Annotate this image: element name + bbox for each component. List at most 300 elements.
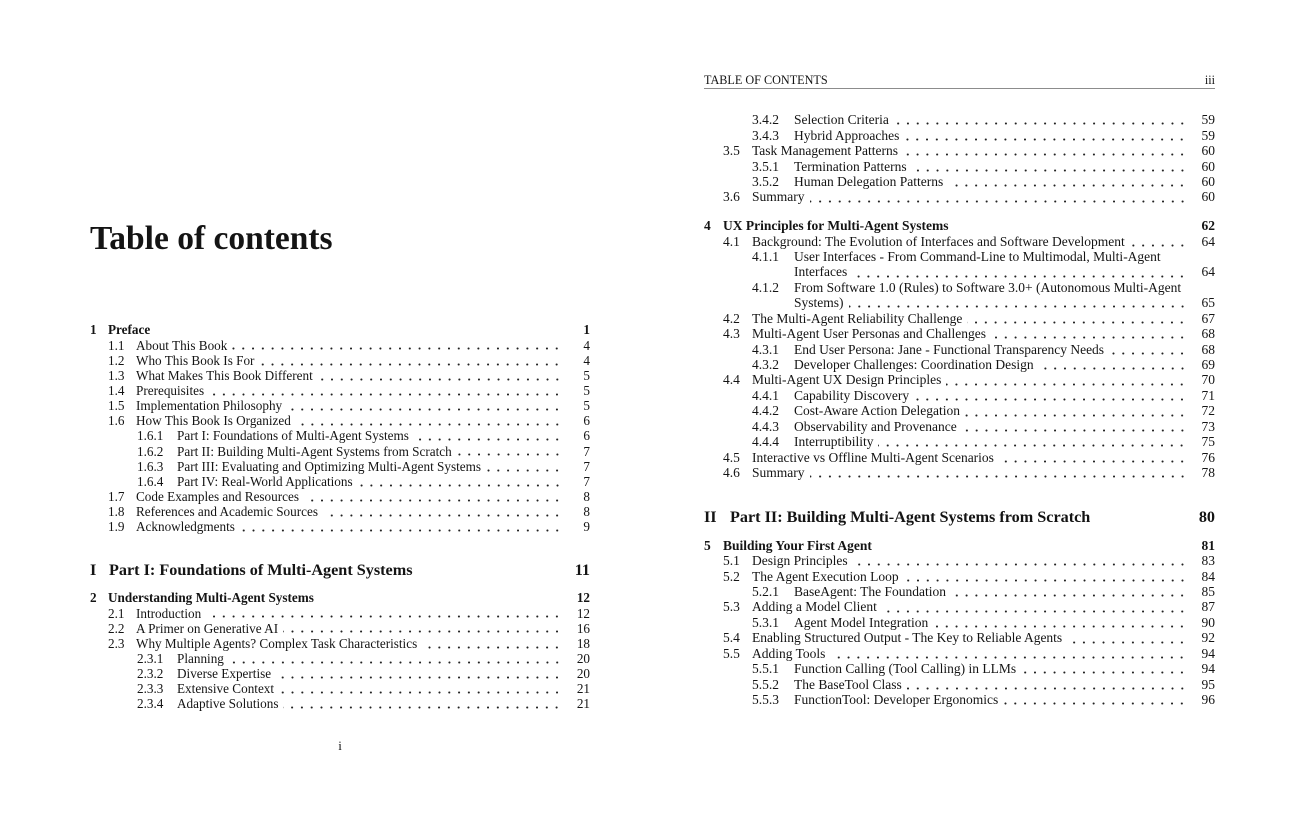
dot-leader xyxy=(1130,234,1187,249)
toc-heading: Table of contents xyxy=(90,220,333,257)
entry-page-number: 5 xyxy=(583,398,590,414)
dot-leader xyxy=(914,388,1187,403)
toc-entry-line xyxy=(90,459,590,474)
entry-number: 5.2.1 xyxy=(752,584,779,600)
toc-entry-line xyxy=(90,651,590,666)
toc-section-entry[interactable] xyxy=(704,311,1215,326)
entry-number: 5 xyxy=(704,537,711,553)
entry-title: Interfaces xyxy=(794,264,848,280)
entry-number: 5.5 xyxy=(723,645,740,661)
entry-page-number: 90 xyxy=(1201,614,1215,630)
toc-subsection-entry[interactable] xyxy=(704,661,1215,676)
toc-section-entry[interactable] xyxy=(704,234,1215,249)
entry-number: 4.4.4 xyxy=(752,434,779,450)
entry-title: Implementation Philosophy xyxy=(136,398,283,414)
entry-title: The BaseTool Class xyxy=(794,676,902,692)
toc-entry-line xyxy=(90,621,590,636)
entry-number: 4.3 xyxy=(723,326,740,342)
entry-number: 3.4.3 xyxy=(752,127,779,143)
entry-number: 3.4.2 xyxy=(752,112,779,128)
entry-title: BaseAgent: The Foundation xyxy=(794,584,946,600)
entry-title: UX Principles for Multi-Agent Systems xyxy=(723,218,949,234)
dot-leader xyxy=(1003,692,1187,707)
toc-list-right xyxy=(704,112,1215,707)
entry-title: Part II: Building Multi-Agent Systems from Scratch xyxy=(177,443,452,459)
dot-leader xyxy=(852,264,1187,279)
toc-entry-line xyxy=(90,606,590,621)
toc-subsection-entry[interactable] xyxy=(704,159,1215,174)
entry-number: 1.6.1 xyxy=(137,428,164,444)
dot-leader xyxy=(946,372,1187,387)
toc-section-entry[interactable] xyxy=(704,143,1215,158)
toc-entry-line xyxy=(704,159,1215,174)
toc-entry-line xyxy=(90,636,590,651)
entry-title: Why Multiple Agents? Complex Task Characteristics xyxy=(136,635,418,651)
dot-leader xyxy=(967,311,1187,326)
dot-leader xyxy=(206,606,562,621)
toc-entry-line xyxy=(704,311,1215,326)
toc-entry-line xyxy=(90,444,590,459)
toc-entry-line xyxy=(704,234,1215,249)
entry-title: Task Management Patterns xyxy=(752,143,899,159)
entry-title: From Software 1.0 (Rules) to Software 3.0+ (Autonomous Multi-Agent xyxy=(794,279,1182,295)
toc-list-left xyxy=(90,322,590,711)
toc-entry-line xyxy=(704,342,1215,357)
entry-number: 4.4.2 xyxy=(752,403,779,419)
entry-spacer xyxy=(948,218,1187,233)
toc-entry-line xyxy=(90,519,590,534)
dot-leader xyxy=(810,465,1188,480)
entry-number: 4.4.3 xyxy=(752,418,779,434)
entry-page-number: 7 xyxy=(583,458,590,474)
entry-number: 1.3 xyxy=(108,367,125,383)
entry-number: 5.2 xyxy=(723,568,740,584)
entry-page-number: 6 xyxy=(583,428,590,444)
dot-leader xyxy=(830,646,1187,661)
toc-section-entry[interactable] xyxy=(90,353,590,368)
entry-number: 4.1.2 xyxy=(752,279,779,295)
entry-number: 1.9 xyxy=(108,519,125,535)
toc-section-entry[interactable] xyxy=(90,636,590,651)
entry-number: 1.2 xyxy=(108,352,125,368)
dot-leader xyxy=(358,474,562,489)
dot-leader xyxy=(283,696,562,711)
entry-number: 3.6 xyxy=(723,189,740,205)
toc-entry-line xyxy=(704,128,1215,143)
toc-entry-line xyxy=(90,398,590,413)
toc-section-entry[interactable] xyxy=(704,646,1215,661)
toc-entry-line xyxy=(704,450,1215,465)
entry-page-number: 75 xyxy=(1201,434,1215,450)
toc-entry-line xyxy=(90,681,590,696)
entry-title: Observability and Provenance xyxy=(794,418,957,434)
dot-leader xyxy=(276,666,562,681)
entry-number: 1.6 xyxy=(108,413,125,429)
toc-entry-line xyxy=(704,599,1215,614)
toc-subsection-entry[interactable] xyxy=(704,615,1215,630)
toc-chapter-entry[interactable] xyxy=(704,218,1215,233)
toc-subsection-entry[interactable] xyxy=(704,692,1215,707)
entry-number: 5.3.1 xyxy=(752,614,779,630)
entry-number: 2.3 xyxy=(108,635,125,651)
header-rule xyxy=(704,88,1215,89)
toc-subsection-entry[interactable] xyxy=(90,681,590,696)
dot-leader xyxy=(894,112,1187,127)
dot-leader xyxy=(240,519,562,534)
dot-leader xyxy=(904,128,1187,143)
entry-title: Who This Book Is For xyxy=(136,352,255,368)
entry-title: Interactive vs Offline Multi-Agent Scenarios xyxy=(752,449,994,465)
toc-section-entry[interactable] xyxy=(90,504,590,519)
toc-section-entry[interactable] xyxy=(90,413,590,428)
entry-title: A Primer on Generative AI xyxy=(136,620,279,636)
toc-entry-line xyxy=(704,264,1215,279)
entry-page-number: 18 xyxy=(576,635,590,651)
entry-page-number: 96 xyxy=(1201,692,1215,708)
entry-number: 2.3.2 xyxy=(137,666,164,682)
entry-page-number: 11 xyxy=(574,560,590,579)
entry-number: 1 xyxy=(90,322,97,338)
entry-number: 2.3.4 xyxy=(137,696,164,712)
dot-leader xyxy=(1067,630,1187,645)
toc-entry-line xyxy=(90,666,590,681)
toc-section-entry[interactable] xyxy=(704,189,1215,204)
entry-page-number: 60 xyxy=(1201,174,1215,190)
running-head-title: TABLE OF CONTENTS xyxy=(704,73,828,87)
toc-subsection-entry[interactable] xyxy=(704,403,1215,418)
entry-number: 2.3.1 xyxy=(137,650,164,666)
toc-entry-line xyxy=(704,677,1215,692)
toc-subsection-entry[interactable] xyxy=(704,584,1215,599)
toc-section-entry[interactable] xyxy=(704,599,1215,614)
dot-leader xyxy=(1039,357,1187,372)
toc-section-entry[interactable] xyxy=(704,569,1215,584)
toc-entry-line xyxy=(90,489,590,504)
toc-entry-line xyxy=(90,322,590,337)
toc-section-entry[interactable] xyxy=(704,326,1215,341)
entry-number: 1.6.2 xyxy=(137,443,164,459)
toc-entry-line xyxy=(704,280,1215,295)
entry-number: II xyxy=(704,507,717,526)
toc-entry-line xyxy=(90,368,590,383)
toc-part-entry[interactable] xyxy=(90,560,590,580)
dot-leader xyxy=(903,143,1187,158)
entry-page-number: 8 xyxy=(583,504,590,520)
toc-subsection-entry[interactable] xyxy=(90,696,590,711)
toc-section-entry[interactable] xyxy=(704,630,1215,645)
entry-title: The Multi-Agent Reliability Challenge xyxy=(752,310,963,326)
entry-title: Summary xyxy=(752,189,805,205)
entry-title: Part I: Foundations of Multi-Agent Systems xyxy=(109,560,413,579)
toc-subsection-entry[interactable] xyxy=(704,280,1215,311)
dot-leader xyxy=(878,434,1187,449)
toc-entry-line xyxy=(704,218,1215,233)
entry-title: Part IV: Real-World Applications xyxy=(177,473,353,489)
toc-entry-line xyxy=(90,590,590,605)
dot-leader xyxy=(962,419,1187,434)
entry-page-number: 12 xyxy=(576,605,590,621)
entry-number: 4.2 xyxy=(723,310,740,326)
entry-number: 4.1.1 xyxy=(752,248,779,264)
entry-page-number: 20 xyxy=(576,650,590,666)
entry-title: Code Examples and Resources xyxy=(136,488,299,504)
entry-title: Enabling Structured Output - The Key to Reliable Agents xyxy=(752,630,1063,646)
toc-section-entry[interactable] xyxy=(90,338,590,353)
entry-spacer xyxy=(413,560,562,580)
toc-entry-line xyxy=(704,189,1215,204)
entry-page-number: 7 xyxy=(583,473,590,489)
page-folio: iii xyxy=(1204,73,1215,87)
dot-leader xyxy=(287,398,562,413)
dot-leader xyxy=(904,569,1187,584)
toc-subsection-entry[interactable] xyxy=(704,112,1215,127)
toc-section-entry[interactable] xyxy=(704,465,1215,480)
dot-leader xyxy=(232,338,562,353)
entry-page-number: 6 xyxy=(583,413,590,429)
entry-page-number: 64 xyxy=(1201,233,1215,249)
entry-page-number: 83 xyxy=(1201,553,1215,569)
toc-entry-line xyxy=(90,413,590,428)
toc-entry-line xyxy=(704,507,1215,527)
toc-subsection-entry[interactable] xyxy=(704,388,1215,403)
dot-leader xyxy=(1021,661,1187,676)
entry-page-number: 21 xyxy=(576,681,590,697)
entry-title: References and Academic Sources xyxy=(136,504,318,520)
toc-section-entry[interactable] xyxy=(90,606,590,621)
dot-leader xyxy=(229,651,562,666)
entry-title: Prerequisites xyxy=(136,382,205,398)
entry-title: Design Principles xyxy=(752,553,848,569)
dot-leader xyxy=(907,677,1187,692)
entry-page-number: 68 xyxy=(1201,326,1215,342)
entry-spacer xyxy=(314,590,562,605)
dot-leader xyxy=(853,553,1187,568)
entry-number: 2.3.3 xyxy=(137,681,164,697)
entry-number: I xyxy=(90,560,97,579)
entry-title: Function Calling (Tool Calling) in LLMs xyxy=(794,661,1017,677)
entry-page-number: 60 xyxy=(1201,143,1215,159)
page-folio: i xyxy=(338,738,342,753)
toc-subsection-entry[interactable] xyxy=(90,474,590,489)
toc-section-entry[interactable] xyxy=(704,553,1215,568)
entry-number: 4.4.1 xyxy=(752,387,779,403)
entry-number: 3.5.1 xyxy=(752,158,779,174)
toc-section-entry[interactable] xyxy=(704,450,1215,465)
toc-subsection-entry[interactable] xyxy=(704,434,1215,449)
toc-section-entry[interactable] xyxy=(90,383,590,398)
entry-title: Background: The Evolution of Interfaces and Software Development xyxy=(752,233,1125,249)
dot-leader xyxy=(209,383,562,398)
entry-title: Preface xyxy=(108,322,151,338)
entry-page-number: 71 xyxy=(1201,387,1215,403)
entry-number: 2 xyxy=(90,590,97,606)
entry-title: Summary xyxy=(752,465,805,481)
entry-page-number: 65 xyxy=(1201,295,1215,311)
entry-number: 4 xyxy=(704,218,711,234)
dot-leader xyxy=(296,413,562,428)
toc-entry-line xyxy=(90,504,590,519)
dot-leader xyxy=(999,450,1187,465)
toc-entry-line xyxy=(704,630,1215,645)
entry-title: User Interfaces - From Command-Line to Multimodal, Multi-Agent xyxy=(794,248,1161,264)
entry-page-number: 8 xyxy=(583,488,590,504)
entry-number: 1.4 xyxy=(108,382,125,398)
toc-entry-line xyxy=(704,465,1215,480)
entry-page-number: 5 xyxy=(583,367,590,383)
toc-entry-line xyxy=(90,428,590,443)
entry-page-number: 95 xyxy=(1201,676,1215,692)
dot-leader xyxy=(965,403,1187,418)
toc-entry-line xyxy=(704,326,1215,341)
entry-page-number: 69 xyxy=(1201,357,1215,373)
entry-title: Hybrid Approaches xyxy=(794,127,900,143)
toc-entry-line xyxy=(704,584,1215,599)
entry-title: Adaptive Solutions xyxy=(177,696,279,712)
entry-title: Multi-Agent UX Design Principles xyxy=(752,372,942,388)
toc-chapter-entry[interactable] xyxy=(90,322,590,337)
toc-section-entry[interactable] xyxy=(90,489,590,504)
toc-entry-line xyxy=(704,538,1215,553)
dot-leader xyxy=(948,174,1187,189)
entry-title: Termination Patterns xyxy=(794,158,907,174)
entry-page-number: 72 xyxy=(1201,403,1215,419)
toc-entry-line xyxy=(704,295,1215,310)
entry-number: 2.1 xyxy=(108,605,125,621)
entry-page-number: 7 xyxy=(583,443,590,459)
toc-entry-line xyxy=(90,696,590,711)
dot-leader xyxy=(1109,342,1187,357)
entry-page-number: 59 xyxy=(1201,127,1215,143)
entry-title: Cost-Aware Action Delegation xyxy=(794,403,960,419)
entry-spacer xyxy=(1090,507,1187,527)
dot-leader xyxy=(810,189,1188,204)
toc-subsection-entry[interactable] xyxy=(704,128,1215,143)
entry-title: Part I: Foundations of Multi-Agent Systems xyxy=(177,428,409,444)
toc-entry-line xyxy=(704,661,1215,676)
toc-subsection-entry[interactable] xyxy=(90,651,590,666)
entry-number: 4.5 xyxy=(723,449,740,465)
left-page xyxy=(0,0,653,839)
dot-leader xyxy=(991,326,1187,341)
entry-title: Part III: Evaluating and Optimizing Multi-Agent Systems xyxy=(177,458,482,474)
entry-title: Understanding Multi-Agent Systems xyxy=(108,590,314,606)
toc-entry-line xyxy=(704,553,1215,568)
dot-leader xyxy=(912,159,1187,174)
entry-page-number: 81 xyxy=(1201,537,1215,553)
entry-title: End User Persona: Jane - Functional Transparency Needs xyxy=(794,341,1105,357)
entry-page-number: 92 xyxy=(1201,630,1215,646)
entry-number: 5.1 xyxy=(723,553,740,569)
toc-entry-line xyxy=(90,383,590,398)
toc-entry-line xyxy=(704,112,1215,127)
entry-page-number: 4 xyxy=(583,352,590,368)
toc-entry-line xyxy=(704,174,1215,189)
dot-leader xyxy=(933,615,1187,630)
entry-number: 1.1 xyxy=(108,337,125,353)
entry-title: Multi-Agent User Personas and Challenges xyxy=(752,326,986,342)
entry-page-number: 76 xyxy=(1201,449,1215,465)
entry-title: Part II: Building Multi-Agent Systems from Scratch xyxy=(730,507,1091,526)
toc-subsection-entry[interactable] xyxy=(704,174,1215,189)
toc-subsection-entry[interactable] xyxy=(704,419,1215,434)
toc-subsection-entry[interactable] xyxy=(90,666,590,681)
entry-number: 1.6.3 xyxy=(137,458,164,474)
toc-entry-line xyxy=(704,569,1215,584)
entry-title: Adding Tools xyxy=(752,645,826,661)
toc-subsection-entry[interactable] xyxy=(704,677,1215,692)
entry-page-number: 85 xyxy=(1201,584,1215,600)
toc-section-entry[interactable] xyxy=(90,519,590,534)
entry-page-number: 1 xyxy=(583,322,590,338)
entry-number: 1.7 xyxy=(108,488,125,504)
toc-subsection-entry[interactable] xyxy=(704,342,1215,357)
entry-title: Acknowledgments xyxy=(136,519,235,535)
toc-entry-line xyxy=(704,357,1215,372)
entry-page-number: 73 xyxy=(1201,418,1215,434)
toc-chapter-entry[interactable] xyxy=(704,538,1215,553)
dot-leader xyxy=(422,636,562,651)
toc-chapter-entry[interactable] xyxy=(90,590,590,605)
entry-continuation-indent xyxy=(752,264,794,279)
toc-subsection-entry[interactable] xyxy=(704,249,1215,280)
entry-number: 4.4 xyxy=(723,372,740,388)
dot-leader xyxy=(951,584,1187,599)
toc-part-entry[interactable] xyxy=(704,507,1215,527)
entry-page-number: 94 xyxy=(1201,661,1215,677)
entry-title: FunctionTool: Developer Ergonomics xyxy=(794,692,999,708)
entry-page-number: 20 xyxy=(576,666,590,682)
dot-leader xyxy=(318,368,562,383)
toc-subsection-entry[interactable] xyxy=(90,444,590,459)
entry-number: 5.5.3 xyxy=(752,692,779,708)
entry-continuation-indent xyxy=(752,295,794,310)
toc-entry-line xyxy=(704,403,1215,418)
entry-page-number: 78 xyxy=(1201,465,1215,481)
toc-subsection-entry[interactable] xyxy=(704,357,1215,372)
entry-page-number: 12 xyxy=(576,590,590,606)
entry-page-number: 5 xyxy=(583,382,590,398)
entry-page-number: 60 xyxy=(1201,189,1215,205)
entry-page-number: 16 xyxy=(576,620,590,636)
entry-title: Building Your First Agent xyxy=(723,537,872,553)
toc-subsection-entry[interactable] xyxy=(90,428,590,443)
entry-page-number: 84 xyxy=(1201,568,1215,584)
entry-number: 5.5.2 xyxy=(752,676,779,692)
entry-title: What Makes This Book Different xyxy=(136,367,313,383)
toc-section-entry[interactable] xyxy=(704,372,1215,387)
entry-page-number: 70 xyxy=(1201,372,1215,388)
entry-title: Diverse Expertise xyxy=(177,666,272,682)
dot-leader xyxy=(283,621,562,636)
toc-section-entry[interactable] xyxy=(90,398,590,413)
dot-leader xyxy=(414,428,562,443)
toc-entry-line xyxy=(704,372,1215,387)
toc-section-entry[interactable] xyxy=(90,368,590,383)
entry-page-number: 94 xyxy=(1201,645,1215,661)
toc-entry-line xyxy=(704,692,1215,707)
toc-subsection-entry[interactable] xyxy=(90,459,590,474)
entry-title: Human Delegation Patterns xyxy=(794,174,944,190)
toc-section-entry[interactable] xyxy=(90,621,590,636)
entry-number: 1.8 xyxy=(108,504,125,520)
entry-title: Extensive Context xyxy=(177,681,275,697)
dot-leader xyxy=(304,489,562,504)
entry-title: Systems) xyxy=(794,295,844,311)
entry-number: 5.3 xyxy=(723,599,740,615)
entry-page-number: 67 xyxy=(1201,310,1215,326)
entry-page-number: 9 xyxy=(583,519,590,535)
dot-leader xyxy=(457,444,562,459)
